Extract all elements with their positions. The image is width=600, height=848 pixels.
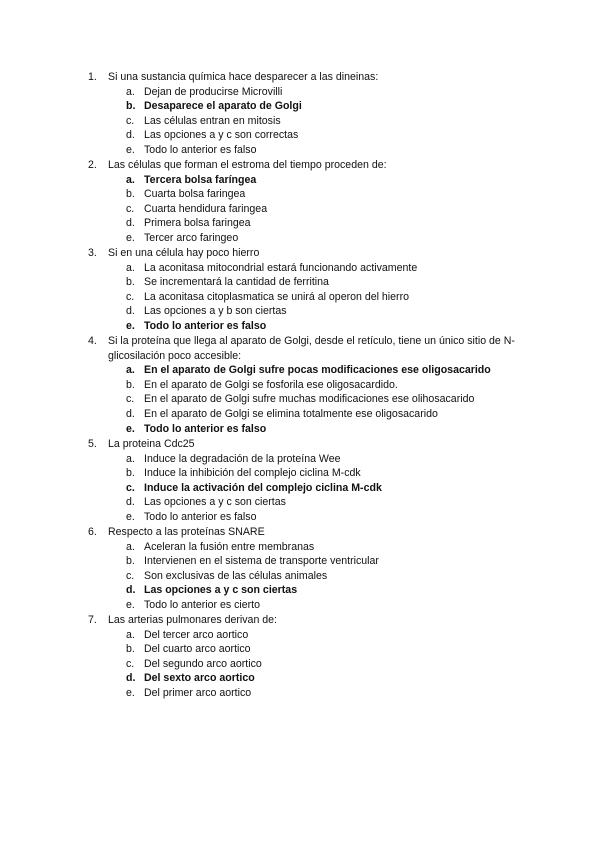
option-a (88, 540, 528, 555)
option-text: Todo lo anterior es falso (144, 422, 267, 435)
option-letter: c. (126, 393, 135, 406)
option-letter: e. (126, 422, 135, 435)
option-d (88, 407, 528, 422)
question-number: 6. (88, 526, 97, 538)
option-d (88, 495, 528, 510)
question-1 (88, 70, 528, 158)
option-text: Intervienen en el sistema de transporte ventricular (144, 555, 379, 568)
option-e (88, 231, 528, 246)
option-letter: b. (126, 188, 135, 201)
option-letter: c. (126, 290, 135, 303)
option-letter: e. (126, 143, 135, 156)
option-text: Todo lo anterior es falso (144, 319, 267, 332)
question-number: 4. (88, 335, 97, 347)
option-text: La aconitasa mitocondrial estará funcionando activamente (144, 261, 418, 274)
option-text: Del primer arco aortico (144, 686, 252, 699)
option-b (88, 554, 528, 569)
option-c (88, 290, 528, 305)
option-letter: b. (126, 555, 135, 568)
question-4 (88, 334, 528, 436)
option-list (88, 261, 528, 334)
option-e (88, 319, 528, 334)
option-b (88, 642, 528, 657)
option-letter: e. (126, 231, 135, 244)
option-text: Son exclusivas de las células animales (144, 569, 328, 582)
option-letter: e. (126, 319, 135, 332)
option-letter: e. (126, 510, 135, 523)
option-d (88, 583, 528, 598)
option-text: La aconitasa citoplasmatica se unirá al operon del hierro (144, 290, 409, 303)
option-text: Aceleran la fusión entre membranas (144, 540, 315, 553)
option-text: Se incrementará la cantidad de ferritina (144, 276, 329, 289)
option-letter: c. (126, 481, 135, 494)
option-letter: b. (126, 276, 135, 289)
option-text: Las opciones a y c son correctas (144, 129, 299, 142)
question-text: Las células que forman el estroma del tiempo proceden de: (108, 159, 387, 171)
option-e (88, 510, 528, 525)
option-text: Induce la inhibición del complejo ciclina M-cdk (144, 467, 361, 480)
option-c (88, 481, 528, 496)
option-letter: d. (126, 407, 135, 420)
option-d (88, 128, 528, 143)
option-a (88, 173, 528, 188)
option-a (88, 85, 528, 100)
option-letter: b. (126, 100, 136, 113)
option-text: Induce la activación del complejo ciclina M-cdk (144, 481, 382, 494)
option-letter: c. (126, 114, 135, 127)
option-d (88, 304, 528, 319)
option-b (88, 466, 528, 481)
option-text: Las opciones a y c son ciertas (144, 496, 286, 509)
option-list (88, 540, 528, 613)
question-7 (88, 613, 528, 701)
option-letter: a. (126, 173, 135, 186)
option-letter: c. (126, 569, 135, 582)
option-text: Desaparece el aparato de Golgi (144, 100, 302, 113)
option-b (88, 187, 528, 202)
option-letter: d. (126, 496, 135, 509)
option-letter: a. (126, 261, 135, 274)
question-2 (88, 158, 528, 246)
option-list (88, 628, 528, 701)
option-text: Las opciones a y b son ciertas (144, 305, 287, 318)
option-b (88, 378, 528, 393)
question-number: 7. (88, 614, 97, 626)
option-letter: b. (126, 643, 135, 656)
option-e (88, 598, 528, 613)
option-text: Del cuarto arco aortico (144, 643, 251, 656)
option-b (88, 275, 528, 290)
option-text: Cuarta hendidura faringea (144, 202, 268, 215)
option-a (88, 628, 528, 643)
option-letter: a. (126, 364, 135, 377)
option-a (88, 261, 528, 276)
question-text: Respecto a las proteínas SNARE (108, 526, 265, 538)
option-letter: d. (126, 129, 135, 142)
option-text: Las células entran en mitosis (144, 114, 281, 127)
option-letter: a. (126, 452, 135, 465)
option-e (88, 143, 528, 158)
option-a (88, 452, 528, 467)
option-c (88, 392, 528, 407)
option-list (88, 363, 528, 436)
question-text: Si en una célula hay poco hierro (108, 247, 260, 259)
option-letter: c. (126, 202, 135, 215)
question-3 (88, 246, 528, 334)
option-text: En el aparato de Golgi se fosforila ese oligosacardido. (144, 378, 398, 391)
option-c (88, 114, 528, 129)
option-text: En el aparato de Golgi se elimina totalmente ese oligosacarido (144, 407, 438, 420)
question-number: 5. (88, 438, 97, 450)
option-list (88, 173, 528, 246)
option-list (88, 452, 528, 525)
option-letter: d. (126, 584, 136, 597)
question-number: 2. (88, 159, 97, 171)
option-text: Primera bolsa faringea (144, 217, 251, 230)
question-number: 1. (88, 71, 97, 83)
option-letter: b. (126, 378, 135, 391)
option-letter: e. (126, 686, 135, 699)
option-letter: a. (126, 628, 135, 641)
option-letter: d. (126, 672, 136, 685)
question-number: 3. (88, 247, 97, 259)
option-letter: e. (126, 598, 135, 611)
question-text: Si una sustancia química hace desparecer a las dineinas: (108, 71, 379, 83)
option-text: En el aparato de Golgi sufre muchas modificaciones ese olihosacarido (144, 393, 475, 406)
option-a (88, 363, 528, 378)
option-text: Dejan de producirse Microvilli (144, 85, 283, 98)
option-text: En el aparato de Golgi sufre pocas modificaciones ese oligosacarido (144, 364, 491, 377)
option-text: Todo lo anterior es falso (144, 143, 257, 156)
option-text: Todo lo anterior es falso (144, 510, 257, 523)
question-text: Las arterias pulmonares derivan de: (108, 614, 278, 626)
option-e (88, 686, 528, 701)
option-d (88, 216, 528, 231)
option-c (88, 202, 528, 217)
option-c (88, 569, 528, 584)
option-text: Las opciones a y c son ciertas (144, 584, 298, 597)
option-list (88, 85, 528, 158)
option-text: Cuarta bolsa faringea (144, 188, 246, 201)
option-text: Del segundo arco aortico (144, 657, 262, 670)
option-letter: a. (126, 85, 135, 98)
question-text: Si la proteína que llega al aparato de Golgi, desde el retículo, tiene un único sitio de N-glicosilación poco accesible: (108, 335, 515, 362)
option-text: Tercer arco faringeo (144, 231, 239, 244)
option-text: Tercera bolsa faríngea (144, 173, 257, 186)
option-letter: d. (126, 305, 135, 318)
question-text: La proteina Cdc25 (108, 438, 195, 450)
option-text: Induce la degradación de la proteína Wee (144, 452, 341, 465)
option-d (88, 671, 528, 686)
option-letter: b. (126, 467, 135, 480)
option-b (88, 99, 528, 114)
question-6 (88, 525, 528, 613)
option-letter: d. (126, 217, 135, 230)
option-c (88, 657, 528, 672)
option-letter: c. (126, 657, 135, 670)
option-letter: a. (126, 540, 135, 553)
option-text: Todo lo anterior es cierto (144, 598, 261, 611)
option-e (88, 422, 528, 437)
option-text: Del sexto arco aortico (144, 672, 255, 685)
question-5 (88, 437, 528, 525)
option-text: Del tercer arco aortico (144, 628, 249, 641)
